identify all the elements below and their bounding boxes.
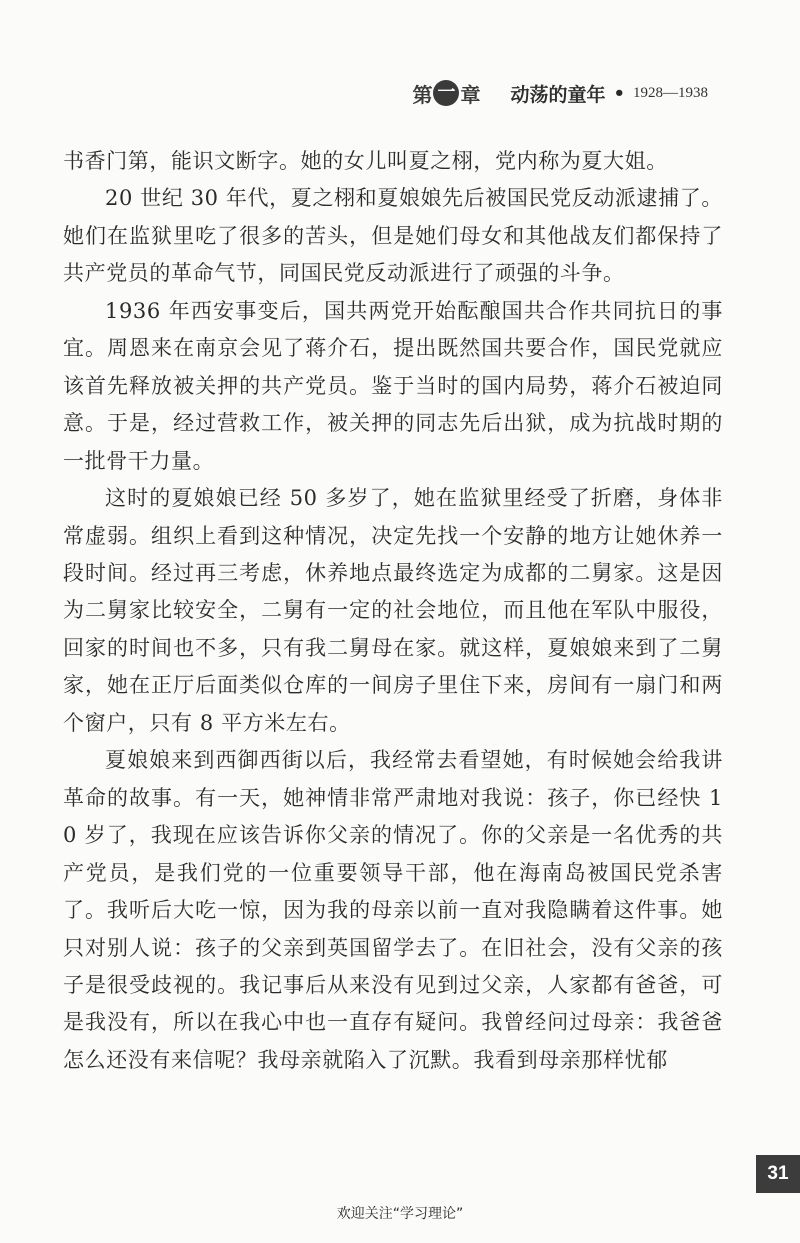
running-header [412, 78, 708, 108]
chapter-number-circle: 一 [433, 80, 459, 106]
paragraph: 1936 年西安事变后，国共两党开始酝酿国共合作共同抗日的事宜。周恩来在南京会见了蒋介石，提出既然国共要合作，国民党就应该首先释放被关押的共产党员。鉴于当时的国内局势，蒋介石被迫同意。于是，经过营救工作，被关押的同志先后出狱，成为抗战时期的一批骨干力量。 [63, 298, 723, 473]
paragraph: 20 世纪 30 年代，夏之栩和夏娘娘先后被国民党反动派逮捕了。她们在监狱里吃了很多的苦头，但是她们母女和其他战友们都保持了共产党员的革命气节，同国民党反动派进行了顽强的斗争。 [63, 186, 723, 286]
chapter-label-prefix: 第 [412, 82, 433, 107]
chapter-label-suffix: 章 [460, 82, 481, 107]
paragraph: 夏娘娘来到西御西街以后，我经常去看望她，有时候她会给我讲革命的故事。有一天，她神情非常严肃地对我说：孩子，你已经快 10 岁了，我现在应该告诉你父亲的情况了。你的父亲是一名优秀的共产党员，是我们党的一位重要领导干部，他在海南岛被国民党杀害了。我听后大吃一惊，因为我的母亲以前一直对我隐瞒着这件事。她只对别人说：孩子的父亲到英国留学去了。在旧社会，没有父亲的孩子是很受歧视的。我记事后从来没有见到过父亲，人家都有爸爸，可是我没有，所以在我心中也一直存有疑问。我曾经问过母亲：我爸爸怎么还没有来信呢？我母亲就陷入了沉默。我看到母亲那样忧郁 [63, 748, 723, 1072]
paragraph: 这时的夏娘娘已经 50 多岁了，她在监狱里经受了折磨，身体非常虚弱。组织上看到这种情况，决定先找一个安静的地方让她休养一段时间。经过再三考虑，休养地点最终选定为成都的二舅家。这是因为二舅家比较安全，二舅有一定的社会地位，而且他在军队中服役，回家的时间也不多，只有我二舅母在家。就这样，夏娘娘来到了二舅家，她在正厅后面类似仓库的一间房子里住下来，房间有一扇门和两个窗户，只有 8 平方米左右。 [63, 486, 723, 735]
chapter-title: 动荡的童年 [510, 83, 606, 106]
paragraph: 书香门第，能识文断字。她的女儿叫夏之栩，党内称为夏大姐。 [63, 149, 668, 173]
header-separator: • [613, 82, 625, 104]
footer-note: 欢迎关注“学习理论” [336, 1206, 464, 1222]
chapter-years: 1928—1938 [633, 84, 708, 101]
page-number: 31 [756, 1155, 800, 1193]
body-text [63, 143, 723, 1079]
chapter-label [412, 79, 480, 108]
